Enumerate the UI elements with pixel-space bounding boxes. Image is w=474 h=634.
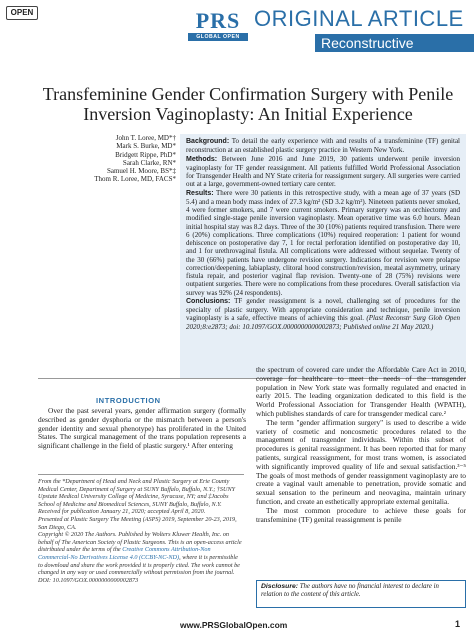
copyright-notice: Copyright © 2020 The Authors. Published by Wolters Kluwer Health, Inc. on behalf of The American Society of Plastic Surgeons. This is an open-access article distributed under the terms of the Creative Commons Attribution-Non Commercial-No Derivatives License 4.0 (CCBY-NC-ND), where it is permissible to download and share the work provided it is properly cited. The work cannot be changed in any way or used commercially without permission from the journal. <box>38 531 242 577</box>
disclosure-box <box>256 580 466 608</box>
author-list <box>18 134 176 184</box>
methods-label: Methods: <box>186 155 218 163</box>
intro-paragraph: Over the past several years, gender affirmation surgery (formally described as gender dysphoria or the mismatch between a person's gender identity and sexual phenotype) has proliferated in the United States. The surgical management of the trans population represents a significant challenge in the field of plastic surgery.¹ After entering <box>38 406 246 451</box>
citation-text: (Plast Reconstr Surg Glob Open 2020;8:e2873; doi: 10.1097/GOX.0000000000002873; Published online 21 May 2020.) <box>186 314 461 331</box>
background-label: Background: <box>186 138 230 145</box>
introduction-heading: INTRODUCTION <box>96 396 161 405</box>
article-title: Transfeminine Gender Confirmation Surgery with Penile Inversion Vaginoplasty: An Initial Experience <box>42 84 454 124</box>
conclusions-text: TF gender reassignment is a novel, challenging set of procedures for the specialty of plastic surgery. With appropriate consideration and technique, penile inversion vaginoplasty is a safe, effective means of achieving this goal. <box>186 296 460 323</box>
open-access-badge: OPEN <box>6 6 38 20</box>
intro-right-column <box>256 366 466 524</box>
received-date: Received for publication January 21, 2020; accepted April 8, 2020. <box>38 508 206 516</box>
disclosure-text: The authors have no financial interest to declare in relation to the content of this article. <box>261 583 439 599</box>
abstract-box <box>180 134 466 378</box>
logo-subtitle: GLOBAL OPEN <box>188 33 248 41</box>
background-text: To detail the early experience with and results of a transfeminine (TF) genital reconstruction at an established plastic surgery practice in Western New York. <box>186 137 460 155</box>
affiliation-footnote <box>38 474 244 584</box>
disclosure-label: Disclosure: <box>261 583 299 590</box>
intro-paragraph: The most common procedure to achieve these goals for transfeminine (TF) genital reassignment is penile <box>256 505 466 524</box>
presented-note: Presented at Plastic Surgery The Meeting (ASPS) 2019, September 20-23, 2019, San Diego, CA. <box>38 515 237 531</box>
intro-left-column <box>38 407 246 451</box>
intro-paragraph: the spectrum of covered care under the Affordable Care Act in 2010, coverage for healthcare to meet the needs of the transgender population in New York state was formally regulated and enacted in early 2015. The leading organization dedicated to this field is the World Professional Association for Transgender Health (WPATH), which publishes standards of care for transgender medical care.² <box>256 365 466 418</box>
conclusions-label: Conclusions: <box>186 297 231 305</box>
footnote-rule <box>38 474 244 475</box>
page-number: 1 <box>455 619 461 629</box>
journal-logo <box>188 10 248 48</box>
author: John T. Loree, MD*† <box>115 134 176 142</box>
author: Sarah Clarke, RN* <box>122 158 176 167</box>
footer-url-link[interactable]: www.PRSGlobalOpen.com <box>180 620 288 630</box>
intro-paragraph: The term "gender affirmation surgery" is used to describe a wide variety of cosmetic and noncosmetic procedures related to the management of transgender individuals. Within this subset of procedures is genital reassignment. It has been reported that for many patients, surgical reassignment, for most trans women, is associated with significantly improved quality of life and sexual satisfaction.³⁻⁵ The goals of most methods of gender reassignment vaginoplasty are to create a vaginal vault amenable to penetration, provide somatic and sexual sensation to the perineum and neovagina, maintain urinary function, and create an esthetically appropriate external genitalia. <box>256 417 466 506</box>
author: Bridgett Rippe, PhD* <box>115 150 176 159</box>
article-type-label: ORIGINAL ARTICLE <box>254 6 464 31</box>
doi-text: DOI: 10.1097/GOX.0000000000002873 <box>38 576 139 584</box>
license-link[interactable]: Creative Commons Attribution-Non Commercial-No Derivatives License 4.0 (CCBY-NC-ND) <box>38 546 211 561</box>
results-label: Results: <box>186 189 214 197</box>
abstract-text <box>180 134 466 334</box>
logo-prs-text: PRS <box>195 8 241 33</box>
results-text: There were 30 patients in this retrospective study, with a mean age of 37 years (SD 5.4) and a mean body mass index of 27.3 kg/m² (SD 3.2 kg/m²). Nineteen patients never smoked, 4 were former smokers, and 7 were current smokers. Primary surgery was an orchiectomy and modified single-stage penile inversion vaginoplasty. Mean operative time was 6.0 hours. Mean initial hospital stay was 8.2 days. Three of the 30 (10%) patients required transfusion. There were 6 (20%) complications. Three complications (10%) required reoperation: 1 patient for wound dehiscence on postoperative day 7, 1 for rectal perforation identified on postoperative day 10, and 1 for urethrovaginal fistula. All complications were addressed without sequelae. Twenty of the 30 (66%) patients have undergone revision surgery. Indications for revision were prolapse correction/deepening, labiaplasty, clitoral hood construction/revision, meatal asymmetry, urinary fistula repair, and posterior vaginal flap revision. Twenty-one of 28 (75%) revisions were outpatient surgeries. There were no complications from these procedures. Overall satisfaction via survey was 92% (24 respondents). <box>186 188 461 297</box>
methods-text: Between June 2016 and June 2019, 30 patients underwent penile inversion vaginoplasty for TF gender reassignment. All patients fulfilled World Professional Association for Transgender Health and NY State criteria for reassignment surgery. All surgeries were carried out at a large, government-owned tertiary care center. <box>186 154 461 189</box>
affiliation-text: From the *Department of Head and Neck and Plastic Surgery at Erie County Medical Center, Department of Surgery at SUNY Buffalo, Buffalo, N.Y.; †SUNY Upstate Medical University College of Medicine, Syracuse, NY; and ‡Jacobs School of Medicine and Biomedical Sciences, SUNY Buffalo, Buffalo, N.Y. <box>38 478 236 508</box>
author: Thom R. Loree, MD, FACS* <box>94 175 176 184</box>
article-category-bar: Reconstructive <box>315 34 474 52</box>
author: Mark S. Burke, MD* <box>116 142 176 151</box>
author: Samuel H. Moore, BS*‡ <box>106 167 176 176</box>
